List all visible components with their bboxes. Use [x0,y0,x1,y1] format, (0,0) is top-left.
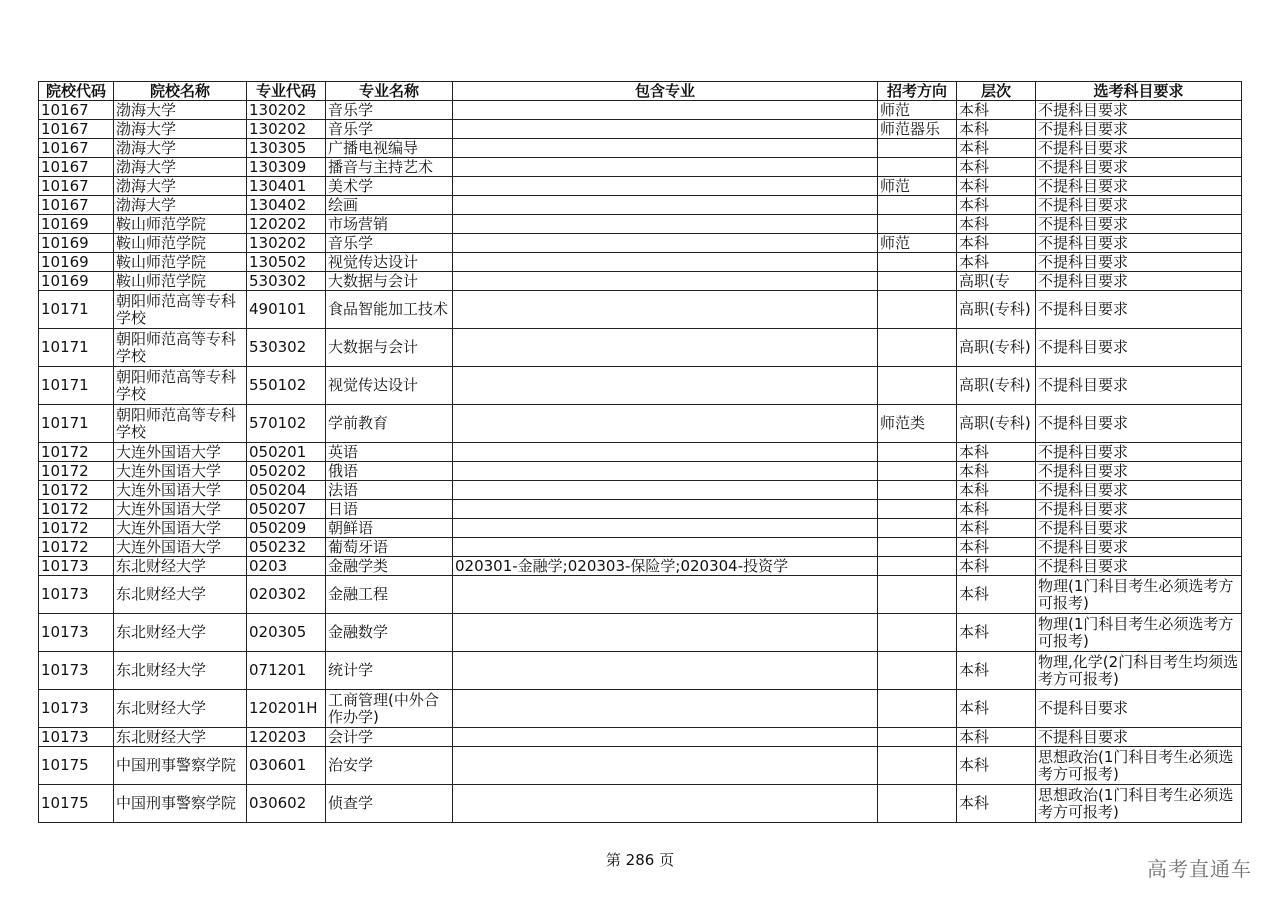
cell-level: 本科 [957,462,1036,481]
cell-major-code: 130305 [247,139,326,158]
cell-major-code: 130202 [247,234,326,253]
cell-direction [878,690,957,728]
cell-subject-requirement: 不提科目要求 [1036,101,1242,120]
cell-major-name: 金融学类 [326,557,453,576]
cell-major-name: 金融数学 [326,614,453,652]
table-row [39,367,1242,405]
table-header-row [39,82,1242,101]
cell-level: 高职(专科) [957,367,1036,405]
cell-included-majors [453,519,878,538]
col-header-direction: 招考方向 [878,82,957,101]
table-row [39,652,1242,690]
cell-subject-requirement: 不提科目要求 [1036,291,1242,329]
cell-subject-requirement: 不提科目要求 [1036,120,1242,139]
table-row [39,405,1242,443]
col-header-level: 层次 [957,82,1036,101]
cell-included-majors [453,215,878,234]
cell-major-code: 0203 [247,557,326,576]
cell-included-majors [453,462,878,481]
cell-school-code: 10172 [39,538,114,557]
cell-included-majors [453,481,878,500]
cell-school-code: 10173 [39,557,114,576]
cell-level: 本科 [957,443,1036,462]
cell-major-name: 工商管理(中外合作办学) [326,690,453,728]
cell-direction [878,481,957,500]
cell-major-code: 130309 [247,158,326,177]
cell-subject-requirement: 不提科目要求 [1036,158,1242,177]
cell-school-name: 渤海大学 [114,139,247,158]
cell-level: 本科 [957,576,1036,614]
cell-included-majors [453,576,878,614]
table-row [39,500,1242,519]
cell-major-code: 130202 [247,101,326,120]
cell-school-name: 渤海大学 [114,120,247,139]
table-row [39,728,1242,747]
cell-direction [878,462,957,481]
cell-direction [878,728,957,747]
cell-school-code: 10172 [39,481,114,500]
cell-subject-requirement: 物理(1门科目考生必须选考方可报考) [1036,614,1242,652]
cell-level: 本科 [957,519,1036,538]
cell-level: 本科 [957,557,1036,576]
cell-subject-requirement: 不提科目要求 [1036,538,1242,557]
cell-school-code: 10172 [39,519,114,538]
cell-subject-requirement: 不提科目要求 [1036,690,1242,728]
cell-level: 高职(专 [957,272,1036,291]
cell-school-code: 10171 [39,367,114,405]
cell-school-code: 10167 [39,196,114,215]
cell-subject-requirement: 不提科目要求 [1036,500,1242,519]
cell-major-code: 050204 [247,481,326,500]
cell-major-code: 130202 [247,120,326,139]
cell-major-code: 050201 [247,443,326,462]
cell-major-code: 050209 [247,519,326,538]
cell-level: 本科 [957,747,1036,785]
table-row [39,234,1242,253]
cell-major-code: 120203 [247,728,326,747]
cell-level: 本科 [957,253,1036,272]
cell-school-code: 10172 [39,462,114,481]
col-header-school-code: 院校代码 [39,82,114,101]
cell-major-code: 050207 [247,500,326,519]
cell-major-code: 130402 [247,196,326,215]
table-row [39,557,1242,576]
cell-subject-requirement: 不提科目要求 [1036,728,1242,747]
cell-major-code: 130502 [247,253,326,272]
cell-included-majors [453,272,878,291]
table-row [39,196,1242,215]
cell-school-name: 渤海大学 [114,196,247,215]
cell-major-name: 播音与主持艺术 [326,158,453,177]
cell-major-name: 大数据与会计 [326,329,453,367]
cell-direction [878,253,957,272]
cell-level: 本科 [957,652,1036,690]
cell-major-code: 020302 [247,576,326,614]
cell-school-code: 10175 [39,747,114,785]
cell-direction [878,785,957,823]
table-row [39,614,1242,652]
table-row [39,443,1242,462]
cell-school-name: 朝阳师范高等专科学校 [114,405,247,443]
table-row [39,462,1242,481]
cell-major-code: 050232 [247,538,326,557]
cell-major-name: 日语 [326,500,453,519]
cell-included-majors [453,690,878,728]
table-row [39,139,1242,158]
cell-school-code: 10171 [39,291,114,329]
cell-major-name: 英语 [326,443,453,462]
cell-school-code: 10172 [39,443,114,462]
cell-school-code: 10167 [39,120,114,139]
cell-school-name: 东北财经大学 [114,690,247,728]
cell-included-majors [453,177,878,196]
table-row [39,329,1242,367]
cell-major-name: 市场营销 [326,215,453,234]
cell-major-code: 050202 [247,462,326,481]
cell-direction [878,557,957,576]
cell-school-name: 大连外国语大学 [114,500,247,519]
cell-level: 高职(专科) [957,329,1036,367]
table-row [39,690,1242,728]
cell-school-name: 东北财经大学 [114,557,247,576]
cell-school-code: 10171 [39,329,114,367]
cell-subject-requirement: 不提科目要求 [1036,481,1242,500]
cell-school-name: 大连外国语大学 [114,538,247,557]
cell-major-name: 视觉传达设计 [326,367,453,405]
cell-included-majors [453,234,878,253]
table-row [39,747,1242,785]
admission-table [38,81,1242,823]
cell-school-code: 10175 [39,785,114,823]
table-row [39,785,1242,823]
table-row [39,519,1242,538]
cell-direction [878,500,957,519]
cell-subject-requirement: 不提科目要求 [1036,462,1242,481]
cell-subject-requirement: 不提科目要求 [1036,329,1242,367]
cell-level: 本科 [957,120,1036,139]
cell-major-name: 音乐学 [326,120,453,139]
cell-direction [878,215,957,234]
cell-level: 本科 [957,538,1036,557]
cell-school-code: 10173 [39,728,114,747]
cell-included-majors [453,101,878,120]
cell-included-majors [453,747,878,785]
cell-major-name: 俄语 [326,462,453,481]
cell-included-majors [453,652,878,690]
cell-major-code: 030602 [247,785,326,823]
col-header-subject-requirement: 选考科目要求 [1036,82,1242,101]
cell-subject-requirement: 不提科目要求 [1036,253,1242,272]
cell-school-code: 10169 [39,215,114,234]
cell-subject-requirement: 思想政治(1门科目考生必须选考方可报考) [1036,747,1242,785]
cell-school-name: 中国刑事警察学院 [114,785,247,823]
cell-included-majors [453,253,878,272]
cell-major-name: 广播电视编导 [326,139,453,158]
cell-direction [878,367,957,405]
cell-included-majors: 020301-金融学;020303-保险学;020304-投资学 [453,557,878,576]
table-row [39,291,1242,329]
cell-included-majors [453,367,878,405]
cell-subject-requirement: 物理(1门科目考生必须选考方可报考) [1036,576,1242,614]
cell-major-code: 071201 [247,652,326,690]
cell-school-name: 中国刑事警察学院 [114,747,247,785]
cell-direction [878,614,957,652]
cell-direction [878,443,957,462]
cell-included-majors [453,405,878,443]
cell-level: 本科 [957,101,1036,120]
cell-major-name: 音乐学 [326,234,453,253]
cell-subject-requirement: 不提科目要求 [1036,519,1242,538]
cell-school-name: 鞍山师范学院 [114,253,247,272]
cell-subject-requirement: 不提科目要求 [1036,139,1242,158]
cell-school-name: 东北财经大学 [114,576,247,614]
cell-school-code: 10167 [39,177,114,196]
table-row [39,481,1242,500]
cell-direction: 师范 [878,101,957,120]
cell-level: 本科 [957,728,1036,747]
cell-major-code: 130401 [247,177,326,196]
cell-level: 本科 [957,481,1036,500]
cell-major-code: 550102 [247,367,326,405]
col-header-school-name: 院校名称 [114,82,247,101]
cell-included-majors [453,443,878,462]
cell-subject-requirement: 不提科目要求 [1036,443,1242,462]
cell-subject-requirement: 不提科目要求 [1036,367,1242,405]
cell-included-majors [453,329,878,367]
cell-major-code: 120202 [247,215,326,234]
cell-direction: 师范 [878,177,957,196]
cell-school-code: 10172 [39,500,114,519]
cell-level: 本科 [957,177,1036,196]
cell-level: 本科 [957,785,1036,823]
cell-direction: 师范类 [878,405,957,443]
cell-level: 本科 [957,690,1036,728]
cell-subject-requirement: 物理,化学(2门科目考生均须选考方可报考) [1036,652,1242,690]
cell-level: 本科 [957,139,1036,158]
cell-school-name: 渤海大学 [114,177,247,196]
cell-major-name: 美术学 [326,177,453,196]
cell-subject-requirement: 不提科目要求 [1036,405,1242,443]
cell-included-majors [453,139,878,158]
cell-school-code: 10173 [39,576,114,614]
cell-subject-requirement: 不提科目要求 [1036,177,1242,196]
cell-major-name: 视觉传达设计 [326,253,453,272]
cell-school-name: 大连外国语大学 [114,443,247,462]
cell-included-majors [453,500,878,519]
cell-major-name: 学前教育 [326,405,453,443]
cell-included-majors [453,614,878,652]
cell-major-name: 葡萄牙语 [326,538,453,557]
cell-school-code: 10167 [39,139,114,158]
cell-major-code: 530302 [247,272,326,291]
cell-school-code: 10171 [39,405,114,443]
cell-major-name: 大数据与会计 [326,272,453,291]
cell-major-name: 治安学 [326,747,453,785]
cell-school-name: 大连外国语大学 [114,519,247,538]
cell-school-name: 鞍山师范学院 [114,234,247,253]
cell-school-name: 鞍山师范学院 [114,215,247,234]
cell-major-code: 530302 [247,329,326,367]
cell-school-name: 朝阳师范高等专科学校 [114,329,247,367]
cell-included-majors [453,158,878,177]
cell-major-name: 音乐学 [326,101,453,120]
cell-school-code: 10169 [39,234,114,253]
cell-level: 本科 [957,196,1036,215]
page-number: 第 286 页 [605,851,675,869]
cell-level: 高职(专科) [957,405,1036,443]
cell-level: 本科 [957,614,1036,652]
cell-school-code: 10173 [39,690,114,728]
cell-school-code: 10169 [39,272,114,291]
cell-level: 高职(专科) [957,291,1036,329]
cell-major-code: 570102 [247,405,326,443]
cell-major-code: 120201H [247,690,326,728]
cell-direction [878,158,957,177]
cell-major-code: 030601 [247,747,326,785]
cell-direction [878,329,957,367]
cell-major-name: 法语 [326,481,453,500]
cell-school-name: 大连外国语大学 [114,481,247,500]
cell-major-code: 490101 [247,291,326,329]
cell-subject-requirement: 不提科目要求 [1036,234,1242,253]
cell-direction [878,196,957,215]
cell-major-name: 侦查学 [326,785,453,823]
cell-subject-requirement: 思想政治(1门科目考生必须选考方可报考) [1036,785,1242,823]
cell-level: 本科 [957,500,1036,519]
cell-direction [878,576,957,614]
cell-school-name: 大连外国语大学 [114,462,247,481]
watermark-logo: 高考直通车 [1147,857,1252,881]
cell-direction: 师范器乐 [878,120,957,139]
cell-included-majors [453,538,878,557]
cell-included-majors [453,120,878,139]
cell-level: 本科 [957,234,1036,253]
cell-subject-requirement: 不提科目要求 [1036,215,1242,234]
cell-level: 本科 [957,215,1036,234]
cell-major-code: 020305 [247,614,326,652]
table-row [39,177,1242,196]
cell-included-majors [453,785,878,823]
cell-school-name: 朝阳师范高等专科学校 [114,291,247,329]
table-row [39,253,1242,272]
col-header-major-name: 专业名称 [326,82,453,101]
cell-included-majors [453,728,878,747]
cell-school-name: 东北财经大学 [114,728,247,747]
cell-direction: 师范 [878,234,957,253]
cell-direction [878,291,957,329]
cell-subject-requirement: 不提科目要求 [1036,557,1242,576]
cell-school-code: 10167 [39,158,114,177]
col-header-included-majors: 包含专业 [453,82,878,101]
cell-school-name: 东北财经大学 [114,614,247,652]
cell-direction [878,139,957,158]
cell-school-code: 10169 [39,253,114,272]
cell-major-name: 会计学 [326,728,453,747]
cell-direction [878,519,957,538]
cell-school-code: 10173 [39,652,114,690]
table-row [39,576,1242,614]
cell-major-name: 金融工程 [326,576,453,614]
cell-subject-requirement: 不提科目要求 [1036,196,1242,215]
cell-school-name: 朝阳师范高等专科学校 [114,367,247,405]
table-row [39,101,1242,120]
cell-major-name: 统计学 [326,652,453,690]
table-row [39,158,1242,177]
col-header-major-code: 专业代码 [247,82,326,101]
table-row [39,120,1242,139]
cell-school-name: 渤海大学 [114,158,247,177]
table-row [39,538,1242,557]
cell-major-name: 朝鲜语 [326,519,453,538]
table-row [39,272,1242,291]
cell-school-name: 东北财经大学 [114,652,247,690]
cell-subject-requirement: 不提科目要求 [1036,272,1242,291]
cell-direction [878,538,957,557]
cell-major-name: 食品智能加工技术 [326,291,453,329]
table-row [39,215,1242,234]
cell-direction [878,652,957,690]
cell-school-code: 10173 [39,614,114,652]
cell-included-majors [453,291,878,329]
cell-school-code: 10167 [39,101,114,120]
cell-direction [878,747,957,785]
cell-included-majors [453,196,878,215]
cell-major-name: 绘画 [326,196,453,215]
cell-school-name: 渤海大学 [114,101,247,120]
cell-direction [878,272,957,291]
cell-level: 本科 [957,158,1036,177]
cell-school-name: 鞍山师范学院 [114,272,247,291]
